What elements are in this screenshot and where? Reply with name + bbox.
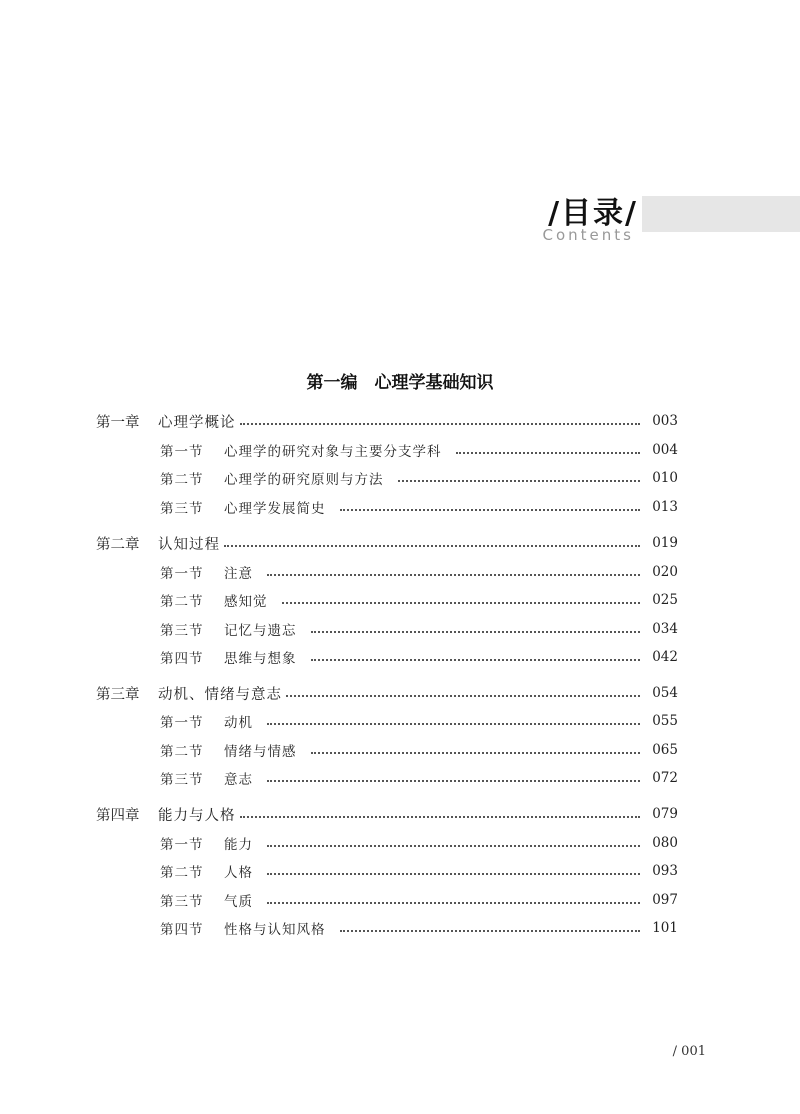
dot-leader bbox=[240, 816, 641, 818]
section-number: 第四节 bbox=[160, 922, 204, 938]
toc-section-row[interactable] bbox=[160, 646, 678, 668]
section-title: 动机 bbox=[224, 715, 253, 731]
section-number: 第四节 bbox=[160, 651, 204, 667]
page-number: 010 bbox=[652, 470, 678, 486]
dot-leader bbox=[267, 723, 640, 725]
part-title: 第一编 心理学基础知识 bbox=[306, 373, 494, 393]
toc-section-row[interactable] bbox=[160, 589, 678, 611]
section-title: 记忆与遗忘 bbox=[224, 623, 297, 639]
toc-chapter-row[interactable] bbox=[96, 682, 678, 704]
page-folio: / 001 bbox=[672, 1044, 706, 1059]
dot-leader bbox=[311, 631, 641, 633]
section-title: 心理学的研究对象与主要分支学科 bbox=[224, 444, 442, 460]
toc-section-row[interactable] bbox=[160, 439, 678, 461]
page-number: 101 bbox=[652, 920, 678, 936]
page-number: 034 bbox=[652, 621, 678, 637]
section-number: 第一节 bbox=[160, 837, 204, 853]
toc-section-row[interactable] bbox=[160, 561, 678, 583]
section-number: 第一节 bbox=[160, 444, 204, 460]
section-title: 心理学的研究原则与方法 bbox=[224, 472, 384, 488]
page-number: 020 bbox=[652, 564, 678, 580]
page-number: 055 bbox=[652, 713, 678, 729]
section-title: 能力 bbox=[224, 837, 253, 853]
section-number: 第三节 bbox=[160, 623, 204, 639]
chapter-number: 第三章 bbox=[96, 686, 140, 703]
page-number: 097 bbox=[652, 892, 678, 908]
dot-leader bbox=[267, 902, 640, 904]
section-title: 气质 bbox=[224, 894, 253, 910]
section-title: 感知觉 bbox=[224, 594, 268, 610]
dot-leader bbox=[267, 845, 640, 847]
dot-leader bbox=[311, 659, 641, 661]
dot-leader bbox=[282, 602, 641, 604]
toc-section-row[interactable] bbox=[160, 860, 678, 882]
page-number: 054 bbox=[652, 685, 678, 701]
page-number: 065 bbox=[652, 742, 678, 758]
page-title: /目录/ bbox=[548, 196, 638, 231]
page-number: 004 bbox=[652, 442, 678, 458]
section-number: 第三节 bbox=[160, 501, 204, 517]
section-number: 第二节 bbox=[160, 594, 204, 610]
dot-leader bbox=[398, 480, 641, 482]
dot-leader bbox=[267, 873, 640, 875]
header-decoration-bar bbox=[642, 196, 800, 232]
page-number: 013 bbox=[652, 499, 678, 515]
section-title: 心理学发展简史 bbox=[224, 501, 326, 517]
section-number: 第二节 bbox=[160, 744, 204, 760]
page-number: 019 bbox=[652, 535, 678, 551]
section-title: 注意 bbox=[224, 566, 253, 582]
section-number: 第一节 bbox=[160, 566, 204, 582]
section-title: 情绪与情感 bbox=[224, 744, 297, 760]
dot-leader bbox=[286, 695, 640, 697]
page-number: 042 bbox=[652, 649, 678, 665]
dot-leader bbox=[224, 545, 640, 547]
toc-section-row[interactable] bbox=[160, 767, 678, 789]
dot-leader bbox=[267, 574, 640, 576]
section-number: 第三节 bbox=[160, 894, 204, 910]
page-number: 093 bbox=[652, 863, 678, 879]
chapter-title: 能力与人格 bbox=[158, 807, 236, 824]
dot-leader bbox=[340, 509, 641, 511]
section-title: 思维与想象 bbox=[224, 651, 297, 667]
dot-leader bbox=[311, 752, 641, 754]
page-number: 025 bbox=[652, 592, 678, 608]
section-title: 人格 bbox=[224, 865, 253, 881]
dot-leader bbox=[240, 423, 641, 425]
page-subtitle: Contents bbox=[542, 226, 634, 244]
page-number: 080 bbox=[652, 835, 678, 851]
section-number: 第三节 bbox=[160, 772, 204, 788]
chapter-number: 第四章 bbox=[96, 807, 140, 824]
page-number: 003 bbox=[652, 413, 678, 429]
dot-leader bbox=[340, 930, 641, 932]
chapter-title: 认知过程 bbox=[158, 536, 220, 553]
section-title: 性格与认知风格 bbox=[224, 922, 326, 938]
toc-section-row[interactable] bbox=[160, 832, 678, 854]
toc-section-row[interactable] bbox=[160, 496, 678, 518]
toc-chapter-row[interactable] bbox=[96, 532, 678, 554]
toc-section-row[interactable] bbox=[160, 889, 678, 911]
page-number: 079 bbox=[652, 806, 678, 822]
dot-leader bbox=[456, 452, 641, 454]
toc-section-row[interactable] bbox=[160, 618, 678, 640]
toc-section-row[interactable] bbox=[160, 467, 678, 489]
toc-chapter-row[interactable] bbox=[96, 410, 678, 432]
toc-section-row[interactable] bbox=[160, 917, 678, 939]
section-number: 第一节 bbox=[160, 715, 204, 731]
section-number: 第二节 bbox=[160, 472, 204, 488]
chapter-number: 第二章 bbox=[96, 536, 140, 553]
section-number: 第二节 bbox=[160, 865, 204, 881]
dot-leader bbox=[267, 780, 640, 782]
toc-chapter-row[interactable] bbox=[96, 803, 678, 825]
chapter-number: 第一章 bbox=[96, 414, 140, 431]
toc-section-row[interactable] bbox=[160, 710, 678, 732]
page-number: 072 bbox=[652, 770, 678, 786]
toc-section-row[interactable] bbox=[160, 739, 678, 761]
chapter-title: 动机、情绪与意志 bbox=[158, 686, 282, 703]
chapter-title: 心理学概论 bbox=[158, 414, 236, 431]
section-title: 意志 bbox=[224, 772, 253, 788]
